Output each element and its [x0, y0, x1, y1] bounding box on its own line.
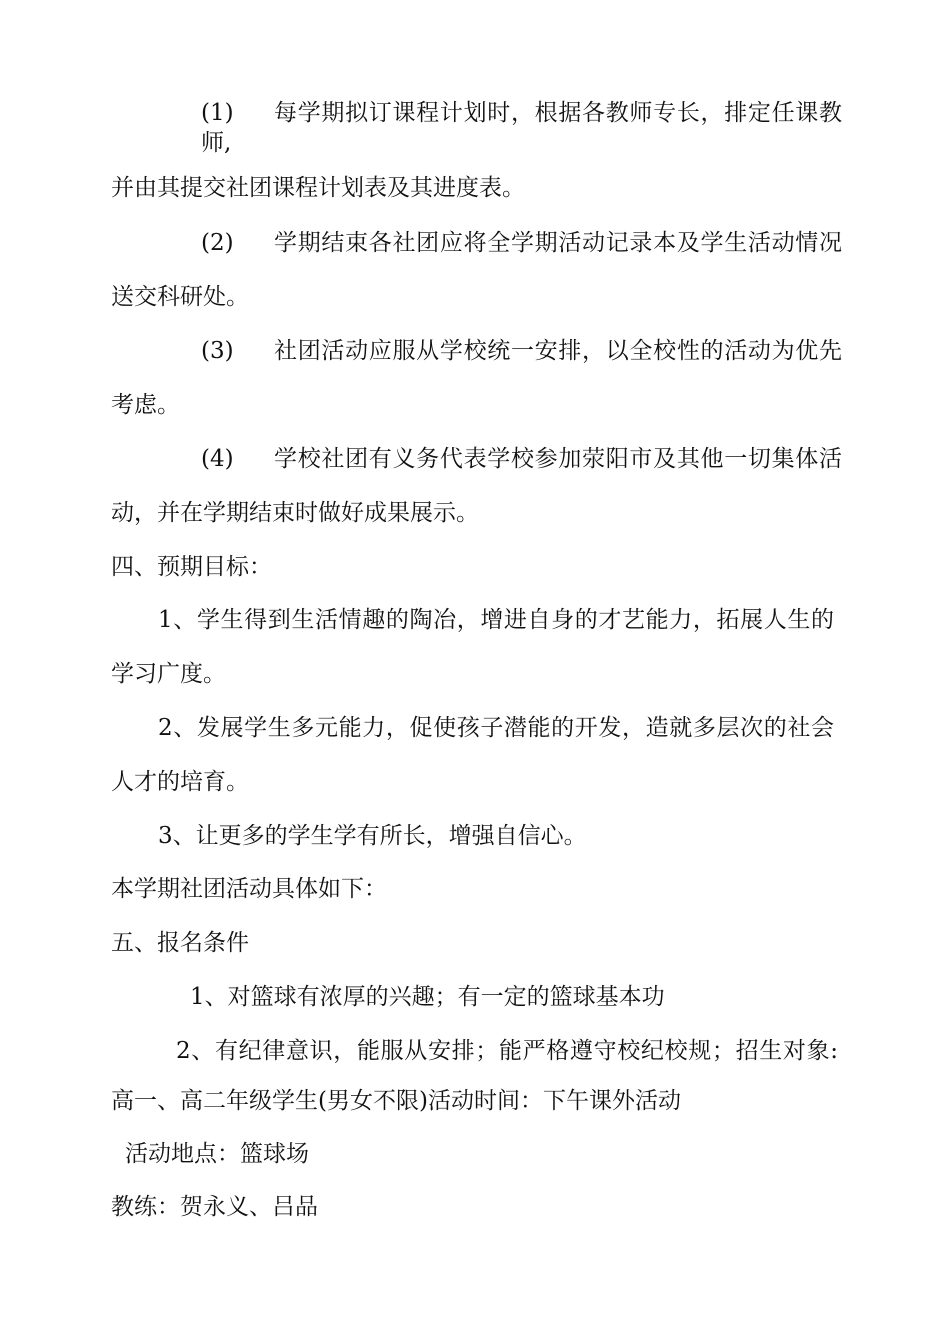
- section-5-heading: 五、报名条件: [111, 930, 249, 956]
- rule-2-line1: 学期结束各社团应将全学期活动记录本及学生活动情况: [274, 230, 842, 256]
- rule-2-number: (2): [201, 230, 234, 256]
- goal-3: 3、让更多的学生学有所长，增强自信心。: [158, 823, 587, 849]
- rule-4-line1: 学校社团有义务代表学校参加荥阳市及其他一切集体活: [274, 446, 842, 472]
- goal-1-line2: 学习广度。: [111, 661, 226, 687]
- intro-line: 本学期社团活动具体如下：: [111, 876, 387, 902]
- coaches: 教练：贺永义、吕品: [111, 1194, 318, 1220]
- rule-1-continuation: 并由其提交社团课程计划表及其进度表。: [111, 175, 525, 201]
- condition-1: 1、对篮球有浓厚的兴趣；有一定的篮球基本功: [190, 984, 665, 1010]
- rule-4-number: (4): [201, 446, 234, 472]
- rule-4-continuation: 动，并在学期结束时做好成果展示。: [111, 500, 479, 526]
- activity-location: 活动地点：篮球场: [125, 1141, 309, 1167]
- rule-3-line1: 社团活动应服从学校统一安排，以全校性的活动为优先: [274, 338, 842, 364]
- rule-2-continuation: 送交科研处。: [111, 284, 249, 310]
- rule-1-line1: 每学期拟订课程计划时，根据各教师专长，排定任课教: [274, 100, 842, 126]
- goal-1-line1: 1、学生得到生活情趣的陶冶，增进自身的才艺能力，拓展人生的: [158, 607, 834, 633]
- goal-2-line1: 2、发展学生多元能力，促使孩子潜能的开发，造就多层次的社会: [158, 715, 834, 741]
- rule-3-continuation: 考虑。: [111, 392, 180, 418]
- condition-2-line2: 高一、高二年级学生(男女不限)活动时间：下午课外活动: [111, 1088, 681, 1114]
- goal-2-line2: 人才的培育。: [111, 769, 249, 795]
- rule-1-line2: 师,: [201, 130, 232, 156]
- condition-2-line1: 2、有纪律意识，能服从安排；能严格遵守校纪校规；招生对象:: [176, 1038, 838, 1064]
- rule-3-number: (3): [201, 338, 234, 364]
- rule-1-number: (1): [201, 100, 234, 126]
- section-4-heading: 四、预期目标：: [111, 554, 272, 580]
